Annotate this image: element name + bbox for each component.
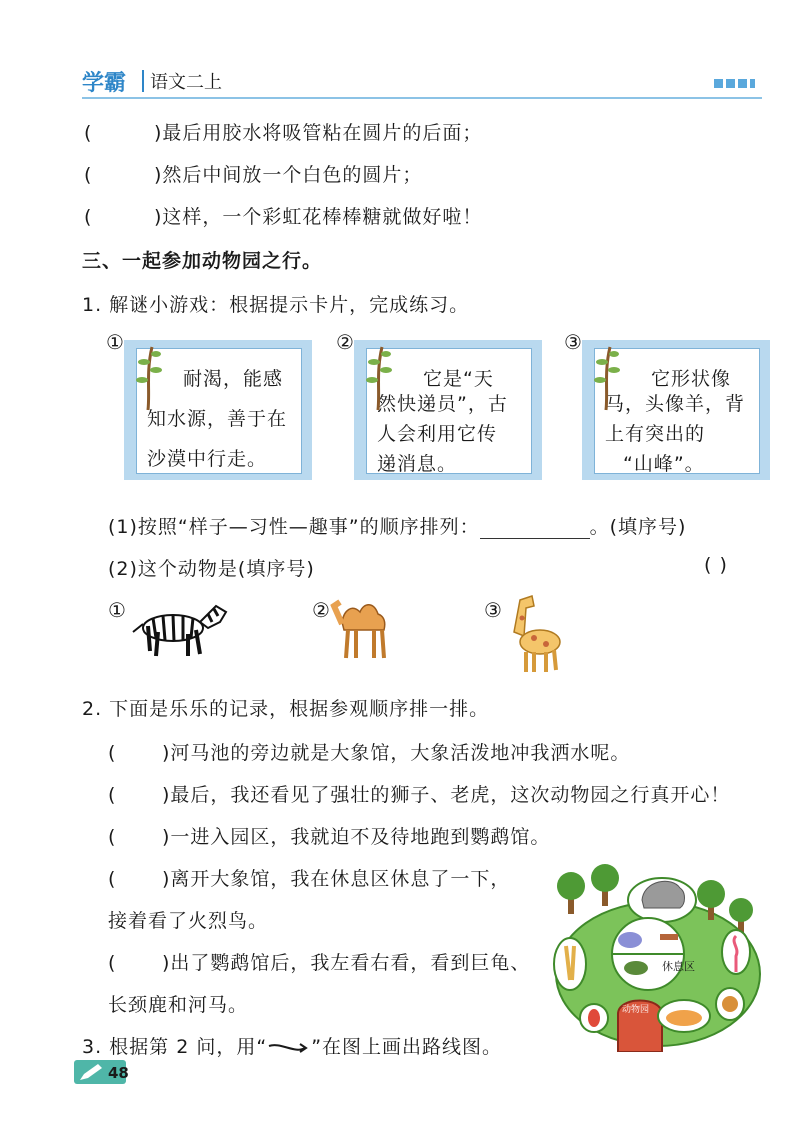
card-line: 耐渴，能感 [183, 368, 284, 390]
answer-blank[interactable] [480, 520, 590, 539]
answer-paren-close: ) [162, 826, 171, 848]
page-number: 48 [108, 1064, 129, 1082]
section-title [82, 246, 322, 273]
zoo-map[interactable] [540, 856, 770, 1052]
answer-paren[interactable]: ( [108, 784, 117, 806]
q2-item [108, 780, 730, 807]
q2-item [108, 948, 530, 975]
q2-item [108, 822, 550, 849]
prev-item [84, 118, 482, 145]
answer-paren[interactable]: ( [108, 868, 117, 890]
card-line: 人会利用它传 [377, 423, 498, 445]
q2-item-cont: 接着看了火烈鸟。 [108, 910, 269, 932]
animal-number: ② [312, 598, 331, 622]
rest-area-label: 休息区 [662, 960, 695, 973]
prev-item [84, 202, 482, 229]
brand-logo: 学霸 [82, 71, 127, 96]
tiger-icon [666, 1010, 702, 1026]
answer-paren-close: ) [162, 784, 171, 806]
camel-icon[interactable] [330, 592, 400, 664]
card-line: 然快递员”，古 [377, 393, 508, 415]
item-text: 最后用胶水将吸管粘在圆片的后面； [162, 122, 483, 144]
q2-prompt: 2. 下面是乐乐的记录，根据参观顺序排一排。 [82, 698, 490, 720]
q1-prompt: 1. 解谜小游戏：根据提示卡片，完成练习。 [82, 294, 470, 316]
card-line: “山峰”。 [623, 453, 705, 475]
card-line: 知水源，善于在 [147, 408, 288, 430]
parrot-icon [588, 1009, 600, 1027]
header-separator [142, 70, 144, 92]
header-square-icon [726, 79, 735, 88]
item-text: 最后，我还看见了强壮的狮子、老虎，这次动物园之行真开心！ [170, 784, 731, 806]
card-line: 它形状像 [651, 368, 732, 390]
answer-paren[interactable]: ( [108, 826, 117, 848]
item-text: 这样，一个彩虹花棒棒糖就做好啦！ [162, 206, 483, 228]
prev-item [84, 160, 422, 187]
card-number: ① [106, 330, 124, 354]
giraffe-icon[interactable] [504, 592, 568, 674]
header-square-icon [738, 79, 747, 88]
section-number: 三、 [82, 250, 123, 272]
item-text: 一进入园区，我就迫不及待地跑到鹦鹉馆。 [170, 826, 551, 848]
q1-sub1 [108, 512, 686, 539]
bench-icon [660, 934, 678, 940]
answer-paren-close: ) [154, 122, 163, 144]
header-square-icon [750, 79, 755, 88]
tree-icon [586, 342, 626, 412]
card-number: ② [336, 330, 354, 354]
card-line: 马，头像羊，背 [605, 393, 746, 415]
turtle-icon [624, 961, 648, 975]
card-number: ③ [564, 330, 582, 354]
q2-item-cont: 长颈鹿和河马。 [108, 994, 249, 1016]
header-square-icon [714, 79, 723, 88]
answer-paren[interactable]: ( [84, 164, 93, 186]
sub1-suffix: 。(填序号) [589, 516, 687, 538]
animal-number: ① [108, 598, 127, 622]
header-rule [82, 97, 762, 99]
hint-card-2 [336, 330, 546, 490]
answer-paren[interactable]: ( [84, 206, 93, 228]
item-text: 出了鹦鹉馆后，我左看右看，看到巨龟、 [170, 952, 531, 974]
card-line: 递消息。 [377, 453, 458, 475]
pencil-icon [78, 1062, 104, 1082]
answer-paren-close: ) [162, 868, 171, 890]
subject-title: 语文二上 [150, 72, 222, 93]
sub1-text: (1)按照“样子—习性—趣事”的顺序排列： [108, 516, 480, 538]
q3-text: 3. 根据第 2 问，用“ [82, 1036, 268, 1058]
answer-paren[interactable]: ( [108, 742, 117, 764]
route-arrow-icon [267, 1040, 311, 1056]
q2-item [108, 738, 630, 765]
item-text: 离开大象馆，我在休息区休息了一下， [170, 868, 511, 890]
hippo-icon [618, 932, 642, 948]
q1-sub2-answer[interactable]: ( ) [704, 554, 728, 576]
q3-suffix: ”在图上画出路线图。 [311, 1036, 503, 1058]
section-title-text: 一起参加动物园之行。 [122, 250, 323, 272]
zebra-icon[interactable] [128, 596, 232, 662]
lion-icon [722, 996, 738, 1012]
card-line: 它是“天 [423, 368, 494, 390]
answer-paren[interactable]: ( [84, 122, 93, 144]
answer-paren[interactable]: ( [108, 952, 117, 974]
item-text: 然后中间放一个白色的圆片； [162, 164, 423, 186]
gate-label: 动物园 [622, 1005, 650, 1015]
card-line: 沙漠中行走。 [147, 448, 268, 470]
q1-sub2: (2)这个动物是(填序号) [108, 558, 315, 580]
hint-card-3 [564, 330, 774, 490]
tree-icon [358, 342, 398, 412]
q2-item [108, 864, 510, 891]
card-line: 上有突出的 [605, 423, 706, 445]
answer-paren-close: ) [162, 952, 171, 974]
animal-number: ③ [484, 598, 503, 622]
tree-icon [128, 342, 168, 412]
q3-prompt [82, 1032, 502, 1059]
hint-card-1 [106, 330, 316, 490]
answer-paren-close: ) [154, 206, 163, 228]
answer-paren-close: ) [154, 164, 163, 186]
item-text: 河马池的旁边就是大象馆，大象活泼地冲我洒水呢。 [170, 742, 631, 764]
answer-paren-close: ) [162, 742, 171, 764]
